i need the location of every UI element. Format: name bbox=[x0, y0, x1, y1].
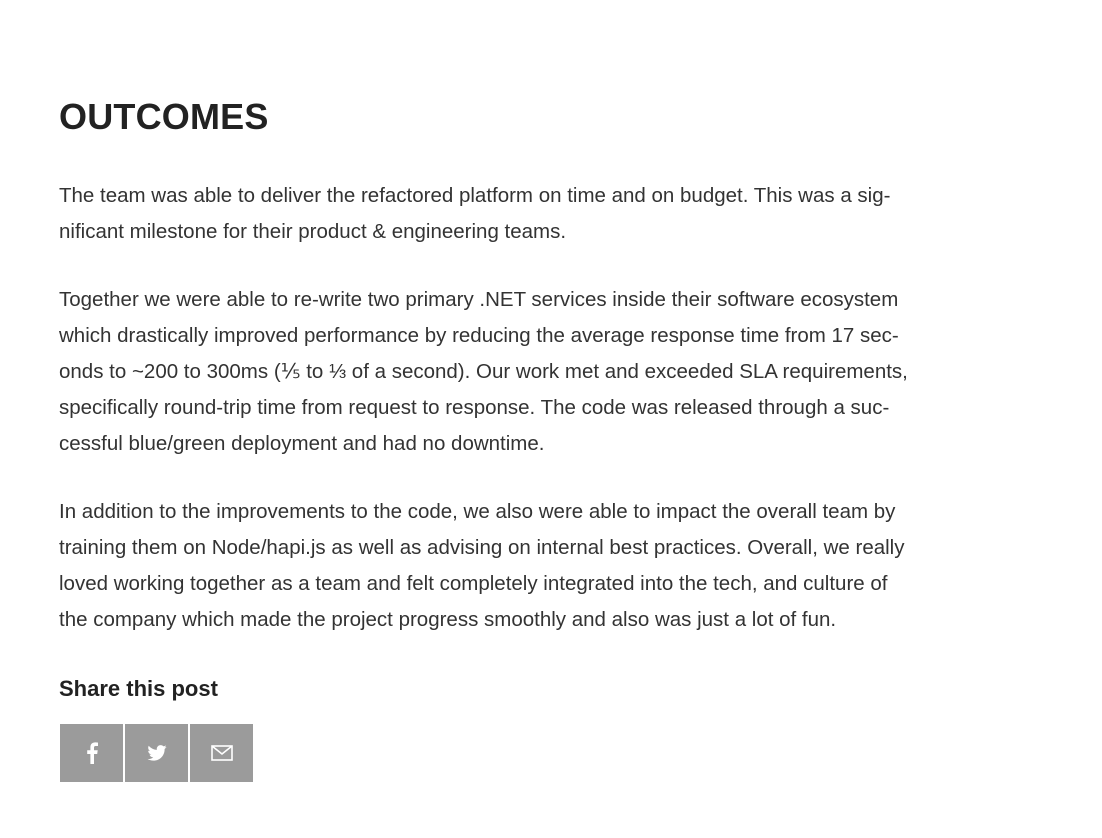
share-email-button[interactable] bbox=[190, 724, 253, 782]
paragraph-line: loved working together as a team and felt completely integrated into the tech, and culture of bbox=[59, 572, 888, 595]
paragraph-line: The team was able to deliver the refactored platform on time and on budget. This was a sig- bbox=[59, 184, 891, 207]
twitter-icon bbox=[147, 745, 167, 761]
share-title: Share this post bbox=[59, 676, 218, 701]
share-twitter-button[interactable] bbox=[125, 724, 188, 782]
section-heading: OUTCOMES bbox=[59, 96, 269, 137]
facebook-icon bbox=[85, 742, 99, 764]
paragraph-line: In addition to the improvements to the code, we also were able to impact the overall team by bbox=[59, 500, 896, 523]
paragraph-performance bbox=[59, 282, 1039, 462]
paragraph-line: which drastically improved performance by reducing the average response time from 17 sec- bbox=[59, 324, 899, 347]
paragraph-line: Together we were able to re-write two primary .NET services inside their software ecosystem bbox=[59, 288, 899, 311]
paragraph-line: nificant milestone for their product & engineering teams. bbox=[59, 220, 567, 243]
share-facebook-button[interactable] bbox=[60, 724, 123, 782]
paragraph-line: onds to ~200 to 300ms (⅕ to ⅓ of a second). Our work met and exceeded SLA requirements, bbox=[59, 360, 908, 383]
paragraph-delivery bbox=[59, 178, 1039, 250]
share-buttons bbox=[60, 724, 253, 782]
paragraph-line: the company which made the project progress smoothly and also was just a lot of fun. bbox=[59, 608, 837, 631]
email-icon bbox=[211, 745, 233, 761]
paragraph-team-impact bbox=[59, 494, 1039, 638]
paragraph-line: specifically round-trip time from request to response. The code was released through a suc- bbox=[59, 396, 890, 419]
paragraph-line: cessful blue/green deployment and had no downtime. bbox=[59, 432, 545, 455]
paragraph-line: training them on Node/hapi.js as well as advising on internal best practices. Overall, we really bbox=[59, 536, 905, 559]
